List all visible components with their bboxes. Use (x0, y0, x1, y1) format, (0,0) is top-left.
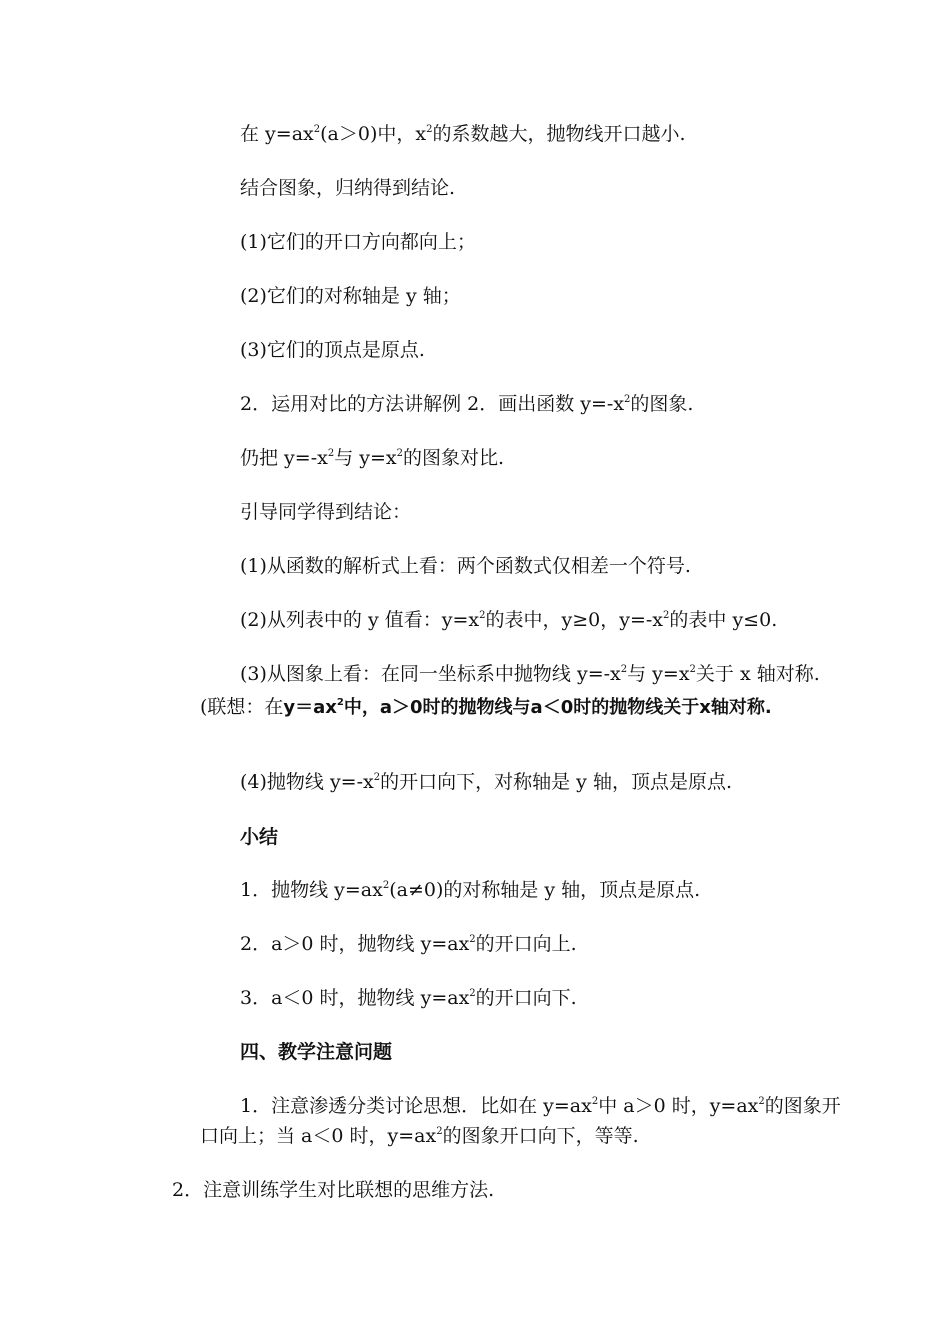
para-guide: 引导同学得到结论： (240, 501, 412, 523)
conclusion-1: (1)从函数的解析式上看：两个函数式仅相差一个符号. (240, 555, 691, 577)
summary-1: 1．抛物线 $y=ax^2(a\ne 0)$的对称轴是 y 轴，顶点是原点. (240, 879, 701, 901)
association-note: (联想：在$y=ax^2$中，a＞0时的抛物线与a＜0时的抛物线关于x轴对称. (200, 696, 772, 718)
list-item-1: (1)它们的开口方向都向上； (240, 231, 476, 253)
formula-image-text: $y=ax^2$中，a＞0时的抛物线与a＜0时的抛物线关于x轴对称. (283, 697, 772, 718)
para-conclusion-intro: 结合图象，归纳得到结论. (240, 177, 456, 199)
note-1-line-1: 1．注意渗透分类讨论思想．比如在 $y=ax^2$中 a＞0 时，$y=ax^2$的图象开 (240, 1095, 841, 1117)
list-item-2: (2)它们的对称轴是 y 轴； (240, 285, 461, 307)
summary-3: 3．a＜0 时，抛物线 $y=ax^2$的开口向下. (240, 987, 577, 1009)
para-compare: 仍把 $y=-x^2$与 $y=x^2$的图象对比. (240, 447, 505, 469)
para-parabola-width: 在 $y=ax^2(a>0)$中，$x^2$的系数越大，抛物线开口越小. (240, 123, 686, 145)
heading-summary: 小结 (240, 826, 279, 848)
list-item-3: (3)它们的顶点是原点. (240, 339, 425, 361)
para-example-2: 2．运用对比的方法讲解例 2．画出函数 $y=-x^2$的图象. (240, 393, 694, 415)
summary-2: 2．a＞0 时，抛物线 $y=ax^2$的开口向上. (240, 933, 577, 955)
conclusion-4: (4)抛物线 $y=-x^2$的开口向下，对称轴是 y 轴，顶点是原点. (240, 771, 732, 793)
note-1-line-2: 口向上；当 a＜0 时，$y=ax^2$的图象开口向下，等等. (200, 1125, 639, 1147)
note-2: 2．注意训练学生对比联想的思维方法. (172, 1179, 495, 1201)
conclusion-3: (3)从图象上看：在同一坐标系中抛物线 $y=-x^2$与 $y=x^2$关于 x 轴对称. (240, 663, 820, 685)
conclusion-2: (2)从列表中的 y 值看：$y=x^2$的表中，y≥0，$y=-x^2$的表中 y≤0. (240, 609, 778, 631)
heading-notes: 四、教学注意问题 (240, 1041, 393, 1063)
